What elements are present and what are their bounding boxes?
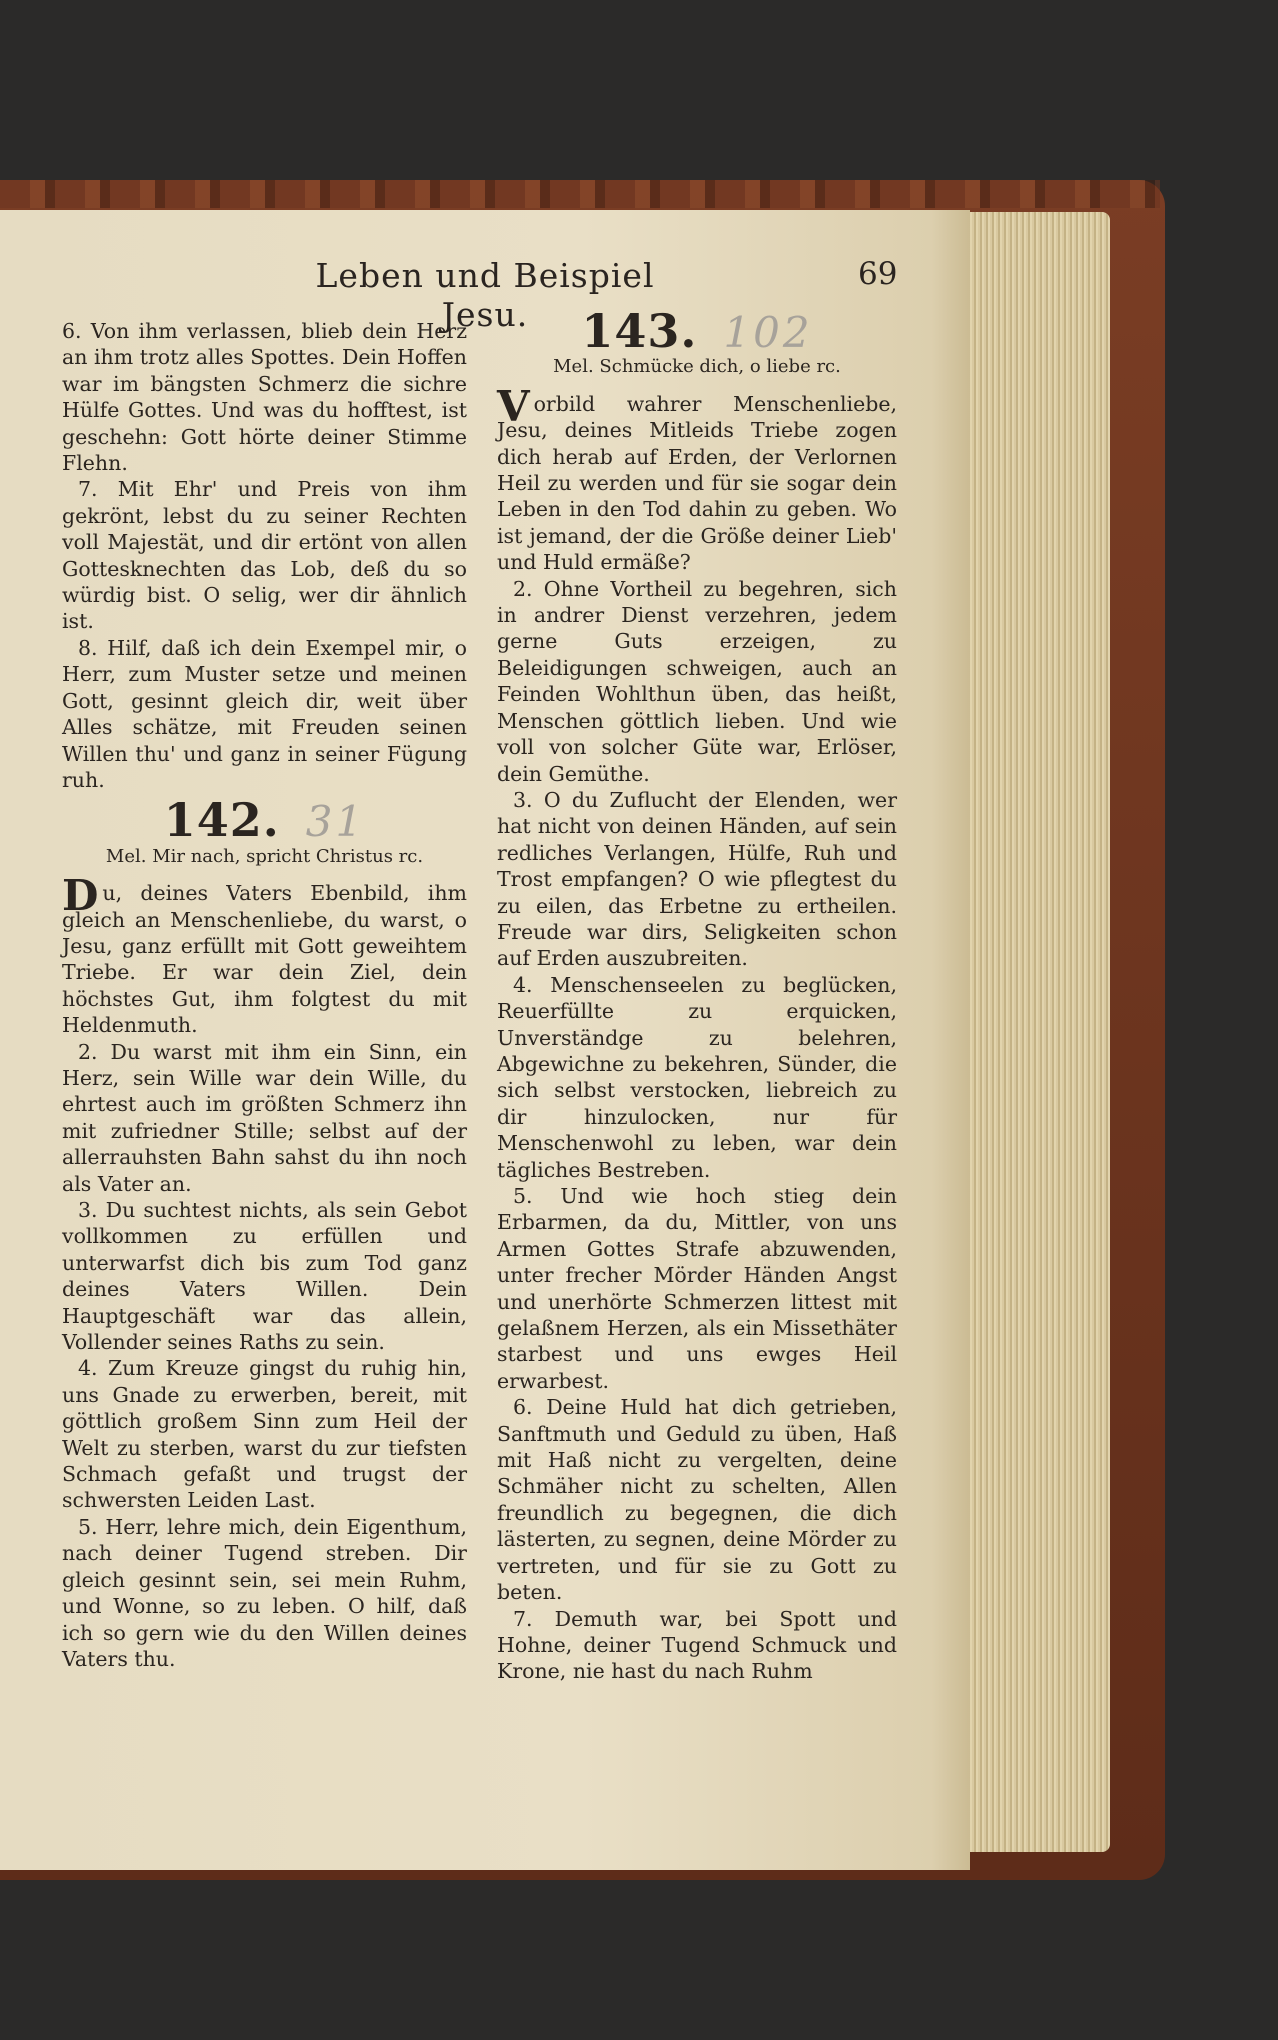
verse: 7. Mit Ehr' und Preis von ihm gekrönt, lebst du zu seiner Rechten voll Majestät, und dir ertönt von allen Gottesknechten das Lob, deß du so würdig bist. O selig, wer dir ähnlich ist. bbox=[62, 477, 467, 634]
book-spine-edge bbox=[0, 180, 1160, 208]
verse: 5. Herr, lehre mich, dein Eigenthum, nach deiner Tugend streben. Dir gleich gesinnt sein, sei mein Ruhm, und Wonne, so zu leben. O hilf, daß ich so gern wie du den Willen deines Vaters thu. bbox=[62, 1514, 467, 1671]
verse: 3. Du suchtest nichts, als sein Gebot vollkommen zu erfüllen und unterwarfst dich bis zum Tod ganz deines Vaters Willen. Dein Hauptgeschäft war das allein, Vollender seines Raths zu sein. bbox=[62, 1198, 467, 1355]
page-fore-edge bbox=[960, 212, 1110, 1852]
verse: 2. Du warst mit ihm ein Sinn, ein Herz, sein Wille war dein Wille, du ehrtest auch im größten Schmerz ihn mit zufriedner Stille; selbst auf der allerrauhsten Bahn sahst du ihn noch als Vater an. bbox=[62, 1039, 467, 1196]
verse: 4. Zum Kreuze gingst du ruhig hin, uns Gnade zu erwerben, bereit, mit göttlich großem Sinn zum Heil der Welt zu sterben, warst du zur tiefsten Schmach gefaßt und trugst der schwersten Leiden Last. bbox=[62, 1356, 467, 1513]
verse: 5. Und wie hoch stieg dein Erbarmen, da du, Mittler, von uns Armen Gottes Strafe abzuwenden, unter frecher Mörder Händen Angst und unerhörte Schmerzen littest mit gelaßnem Herzen, als ein Missethäter starbest und uns ewges Heil erwarbest. bbox=[497, 1184, 897, 1393]
verse: 6. Von ihm verlassen, blieb dein Herz an ihm trotz alles Spottes. Dein Hoffen war im bängsten Schmerz die sichre Hülfe Gottes. Und was du hofftest, ist geschehn: Gott hörte deiner Stimme Flehn. bbox=[62, 319, 467, 476]
verse: 4. Menschenseelen zu beglücken, Reuerfüllte zu erquicken, Unverständge zu belehren, Abgewichne zu bekehren, Sünder, die sich selbst verstocken, liebreich zu dir hinzulocken, nur für Menschenwohl zu leben, war dein tägliches Bestreben. bbox=[497, 972, 897, 1182]
verse: 6. Deine Huld hat dich getrieben, Sanftmuth und Geduld zu üben, Haß mit Haß nicht zu vergelten, deine Schmäher nicht zu schelten, Allen freundlich zu begegnen, die dich lästerten, zu segnen, deine Mörder zu vertreten, und für sie zu Gott zu beten. bbox=[497, 1395, 897, 1605]
verse: 2. Ohne Vortheil zu begehren, sich in andrer Dienst verzehren, jedem gerne Guts erzeigen, zu Beleidigungen schweigen, auch an Feinden Wohlthun üben, das heißt, Menschen göttlich lieben. Und wie voll von solcher Güte war, Erlöser, dein Gemüthe. bbox=[497, 576, 897, 786]
running-title: Leben und Beispiel Jesu. bbox=[315, 256, 655, 334]
melody-line: Mel. Mir nach, spricht Christus rc. bbox=[105, 845, 424, 867]
verse: 8. Hilf, daß ich dein Exempel mir, o Herr, zum Muster setze und meinen Gott, gesinnt gleich dir, weit über Alles schätze, mit Freuden seinen Willen thu' und ganz in seiner Fügung ruh. bbox=[62, 635, 467, 792]
hymn-number-heading bbox=[62, 793, 467, 848]
first-verse bbox=[497, 381, 897, 576]
verse: 7. Demuth war, bei Spott und Hohne, deiner Tugend Schmuck und Krone, nie hast du nach Ruhm bbox=[497, 1606, 897, 1684]
pencil-annotation: 31 bbox=[305, 797, 366, 847]
first-verse bbox=[62, 871, 467, 1038]
left-column bbox=[62, 318, 467, 1672]
melody-line: Mel. Schmücke dich, o liebe rc. bbox=[553, 356, 841, 378]
hymn-number: 142. bbox=[163, 793, 280, 848]
drop-cap: V bbox=[497, 381, 530, 431]
verse: 3. O du Zuflucht der Elenden, wer hat nicht von deinen Händen, auf sein redliches Verlangen, Hülfe, Ruh und Trost empfangen? O wie pflegtest du zu eilen, das Erbetne zu ertheilen. Freude war dirs, Seligkeiten schon auf Erden auszubreiten. bbox=[497, 787, 897, 971]
first-verse-text: orbild wahrer Menschenliebe, Jesu, deines Mitleids Triebe zogen dich herab auf Erden, der Verlornen Heil zu werden und für sie sogar dein Leben in den Tod dahin zu geben. Wo ist jemand, der die Größe deiner Lieb' und Huld ermäße? bbox=[497, 391, 897, 575]
page-number: 69 bbox=[858, 256, 898, 292]
drop-cap: D bbox=[62, 871, 99, 921]
right-column bbox=[497, 304, 897, 1685]
hymn-number-heading bbox=[497, 304, 897, 358]
hymn-number: 143. bbox=[581, 304, 698, 358]
pencil-annotation: 102 bbox=[723, 308, 813, 357]
first-verse-text: u, deines Vaters Ebenbild, ihm gleich an Menschenliebe, du warst, o Jesu, ganz erfüllt mit Gott geweihtem Triebe. Er war dein Ziel, dein höchstes Gut, ihm folgtest du mit Heldenmuth. bbox=[62, 881, 467, 1038]
